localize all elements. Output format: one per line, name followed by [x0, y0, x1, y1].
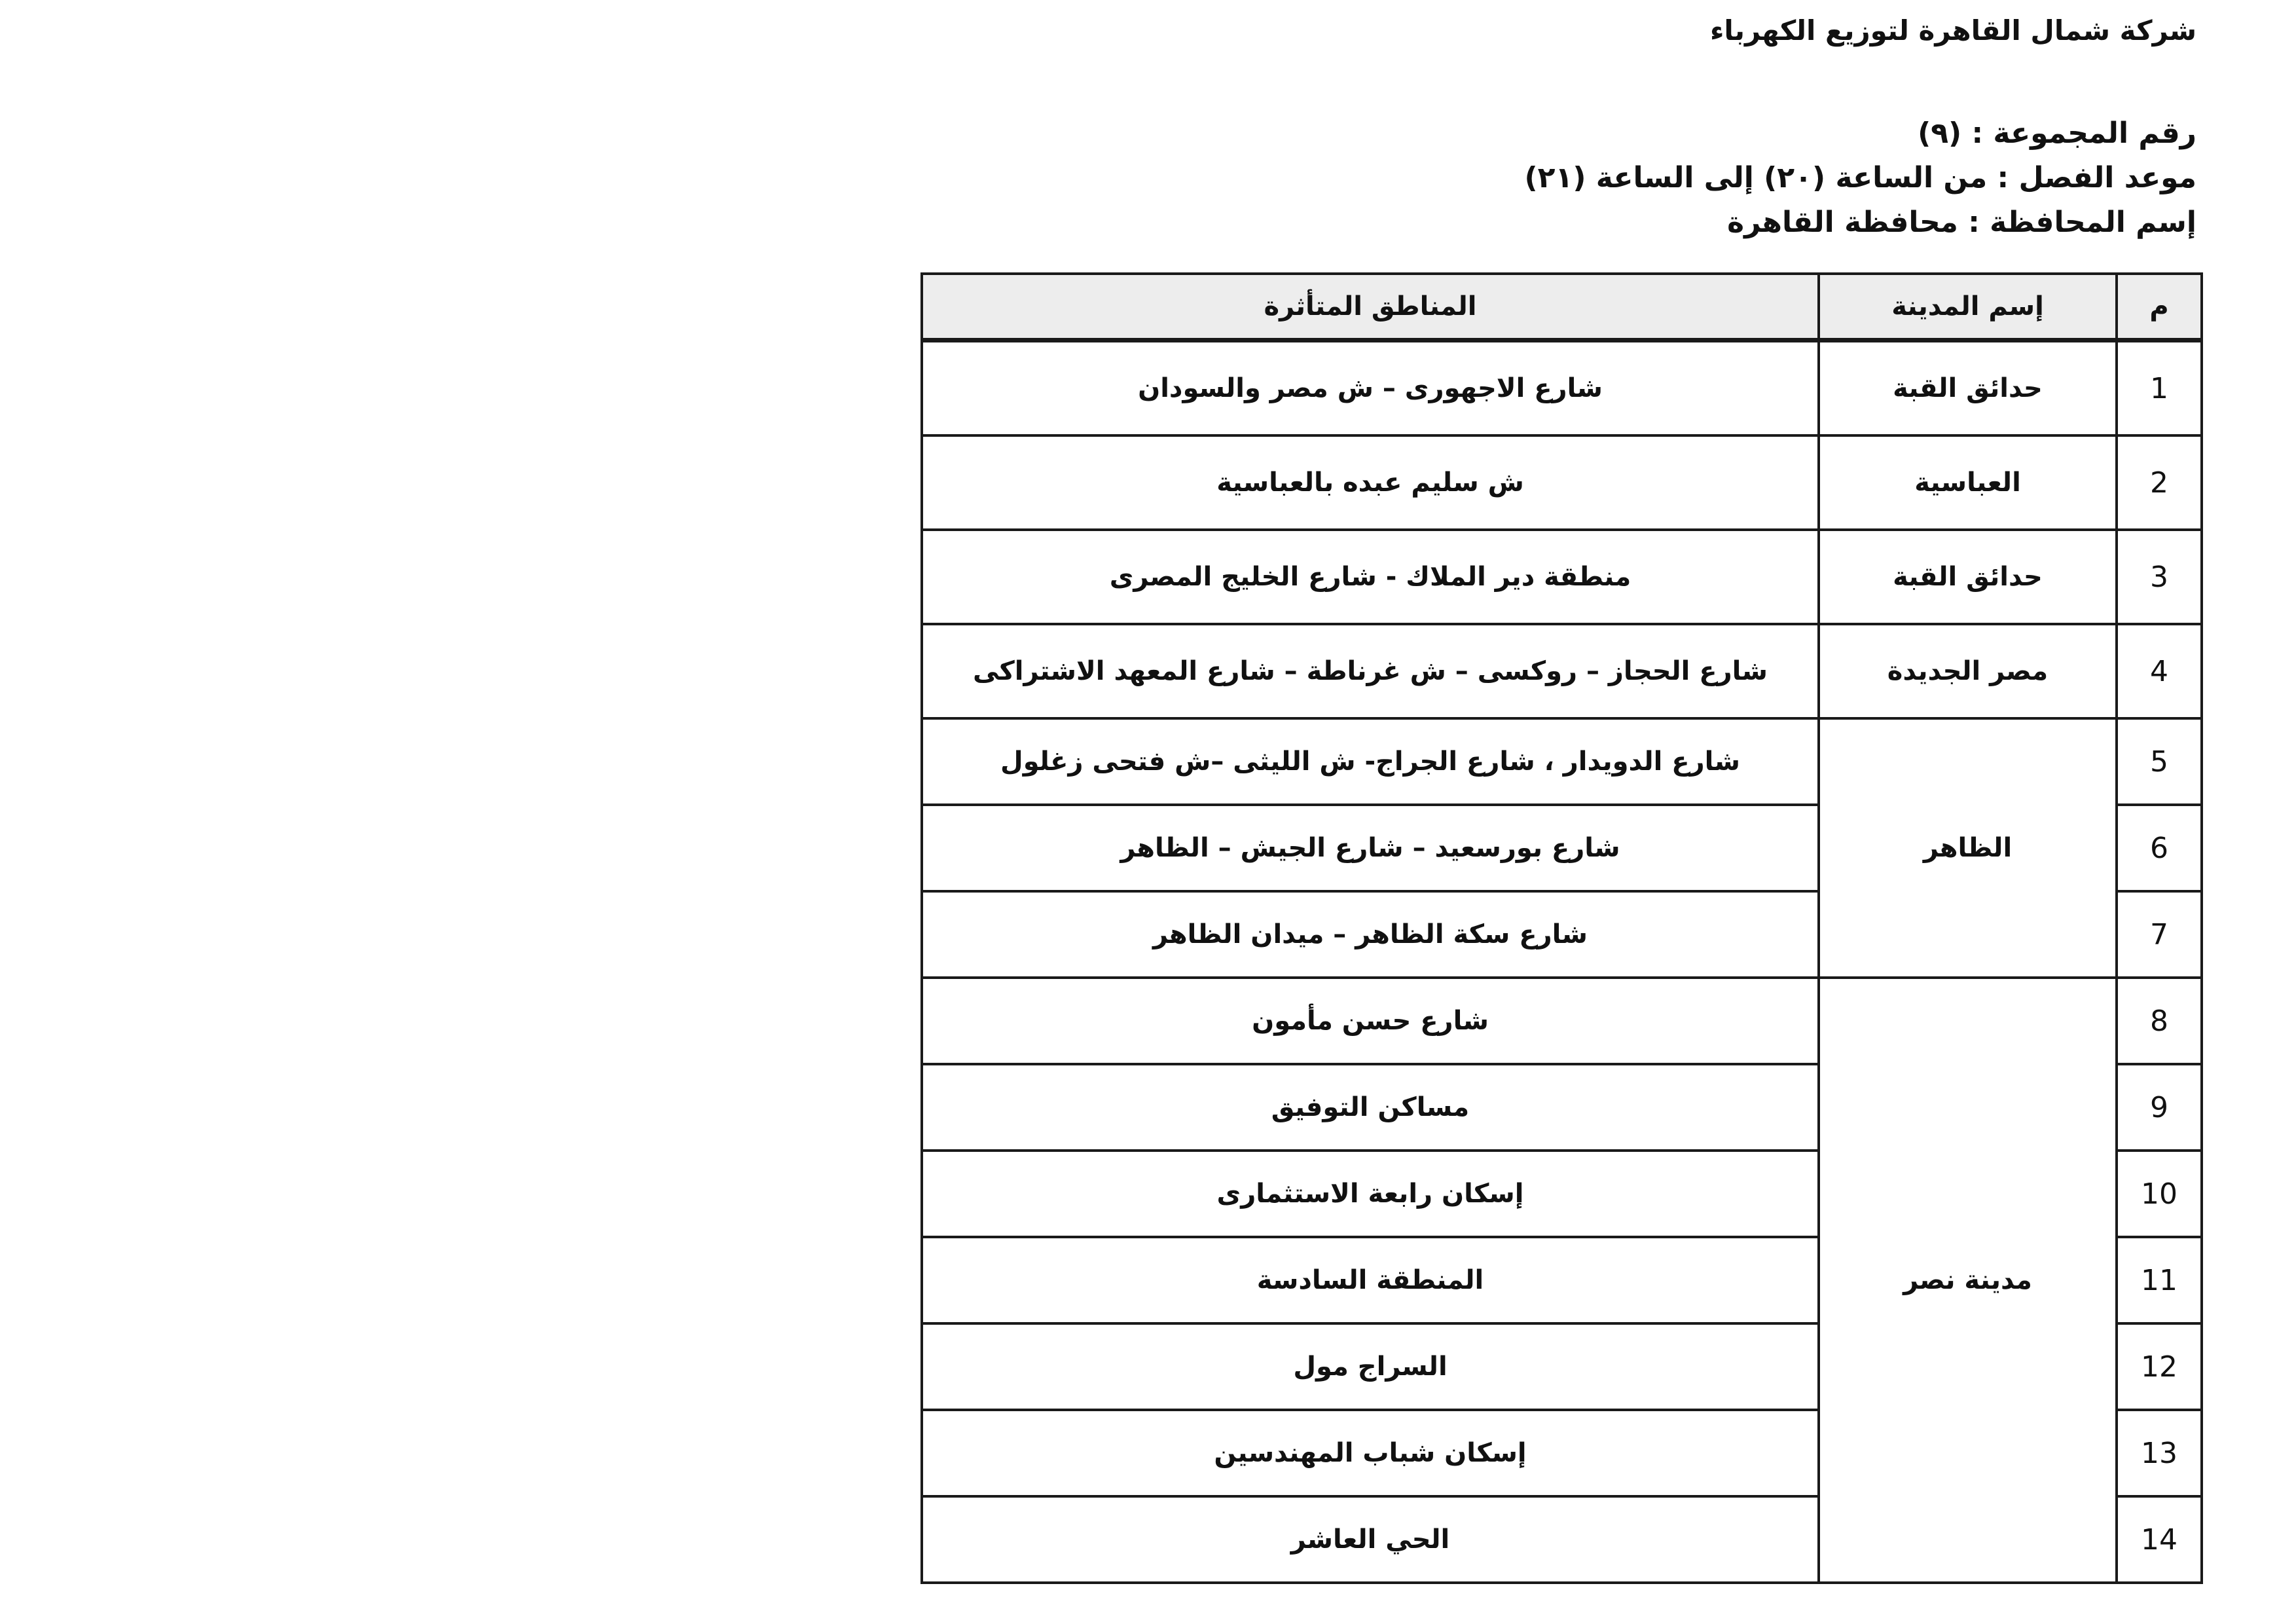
row-area: إسكان رابعة الاستثمارى	[922, 1151, 1819, 1237]
row-num: 4	[2117, 624, 2202, 718]
row-num: 11	[2117, 1237, 2202, 1323]
row-area: منطقة دير الملاك - شارع الخليج المصرى	[922, 530, 1819, 624]
header-areas: المناطق المتأثرة	[922, 274, 1819, 341]
table-row	[922, 718, 2202, 805]
row-city: حدائق القبة	[1819, 341, 2117, 436]
header-num: م	[2117, 274, 2202, 341]
table-row	[922, 435, 2202, 530]
group-number: رقم المجموعة : (٩)	[1918, 117, 2196, 150]
cut-time: موعد الفصل : من الساعة (٢٠) إلى الساعة (٢١)	[1524, 161, 2196, 194]
row-area: شارع سكة الظاهر – ميدان الظاهر	[922, 891, 1819, 978]
row-num: 6	[2117, 805, 2202, 891]
row-area: ش سليم عبده بالعباسية	[922, 435, 1819, 530]
table-row	[922, 341, 2202, 436]
governorate-name: إسم المحافظة : محافظة القاهرة	[1727, 206, 2196, 239]
row-num: 12	[2117, 1323, 2202, 1410]
row-area: شارع حسن مأمون	[922, 978, 1819, 1064]
header-city: إسم المدينة	[1819, 274, 2117, 341]
affected-areas-table	[920, 272, 2203, 1584]
table-header-row	[922, 274, 2202, 341]
table-row	[922, 530, 2202, 624]
row-num: 1	[2117, 341, 2202, 436]
row-area: مساكن التوفيق	[922, 1064, 1819, 1151]
row-area: إسكان شباب المهندسين	[922, 1410, 1819, 1496]
row-city: مدينة نصر	[1819, 978, 2117, 1583]
row-city: العباسية	[1819, 435, 2117, 530]
row-num: 3	[2117, 530, 2202, 624]
row-area: شارع الاجهورى – ش مصر والسودان	[922, 341, 1819, 436]
row-area: المنطقة السادسة	[922, 1237, 1819, 1323]
row-area: شارع بورسعيد – شارع الجيش – الظاهر	[922, 805, 1819, 891]
row-area: السراج مول	[922, 1323, 1819, 1410]
row-num: 10	[2117, 1151, 2202, 1237]
row-num: 7	[2117, 891, 2202, 978]
row-num: 9	[2117, 1064, 2202, 1151]
row-city: مصر الجديدة	[1819, 624, 2117, 718]
row-area: شارع الدويدار ، شارع الجراج- ش الليثى –ش فتحى زغلول	[922, 718, 1819, 805]
row-area: شارع الحجاز – روكسى – ش غرناطة – شارع المعهد الاشتراكى	[922, 624, 1819, 718]
row-city: الظاهر	[1819, 718, 2117, 978]
row-num: 13	[2117, 1410, 2202, 1496]
row-num: 5	[2117, 718, 2202, 805]
table-row	[922, 624, 2202, 718]
row-area: الحي العاشر	[922, 1496, 1819, 1583]
row-num: 8	[2117, 978, 2202, 1064]
company-name: شركة شمال القاهرة لتوزيع الكهرباء	[1709, 14, 2196, 46]
row-num: 14	[2117, 1496, 2202, 1583]
row-city: حدائق القبة	[1819, 530, 2117, 624]
table-row	[922, 978, 2202, 1064]
row-num: 2	[2117, 435, 2202, 530]
